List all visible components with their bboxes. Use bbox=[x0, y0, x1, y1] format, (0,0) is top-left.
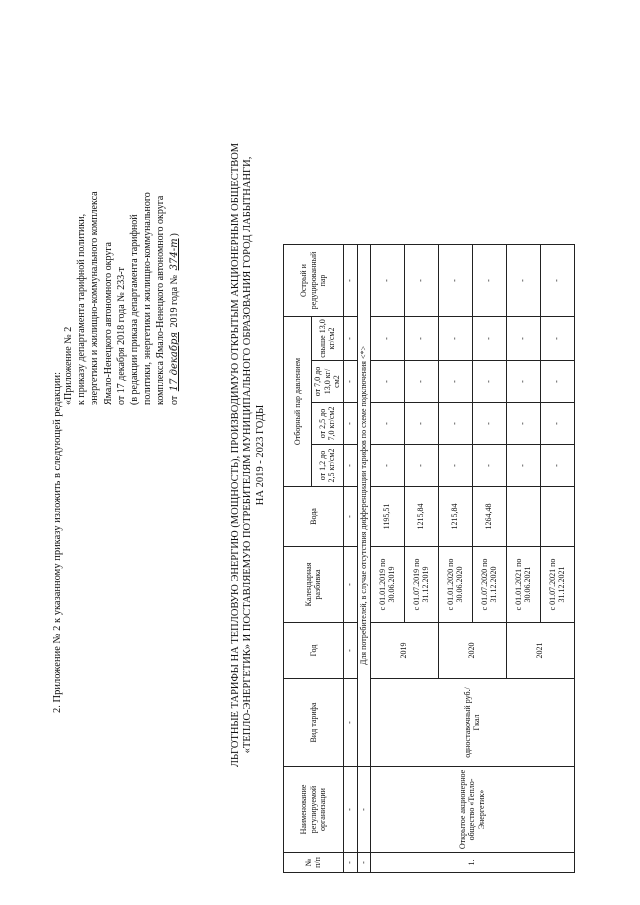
dash-cell: - bbox=[370, 361, 404, 403]
dash-cell: - bbox=[438, 403, 472, 445]
dash-cell: - bbox=[472, 245, 506, 317]
water-cell: 1195,51 bbox=[370, 487, 404, 547]
year-cell: 2019 bbox=[370, 623, 438, 679]
dash-cell: - bbox=[370, 245, 404, 317]
water-cell bbox=[540, 487, 574, 547]
org-name: Открытое акционерное общество «Тепло-Энергетик» bbox=[370, 767, 574, 853]
header-pressure-1: от 1,2 до 2,5 кг/см2 bbox=[312, 445, 344, 487]
dash-cell: - bbox=[540, 245, 574, 317]
dash-cell: - bbox=[343, 679, 357, 767]
dash-cell: - bbox=[370, 403, 404, 445]
header-pressure-4: свыше 13,0 кг/см2 bbox=[312, 317, 344, 361]
dash-cell: - bbox=[404, 245, 438, 317]
appendix-prefix: от bbox=[168, 395, 180, 405]
calendar-cell: с 01.01.2020 по 30.06.2020 bbox=[438, 547, 472, 623]
header-sharp-steam: Острый и редуцированный пар bbox=[284, 245, 344, 317]
dash-cell: - bbox=[540, 317, 574, 361]
appendix-header bbox=[62, 75, 181, 405]
dash-cell: - bbox=[506, 361, 540, 403]
appendix-suffix: ) bbox=[168, 233, 180, 237]
dash-cell: - bbox=[343, 245, 357, 317]
appendix-middle: 2019 года № bbox=[168, 274, 180, 328]
year-cell: 2020 bbox=[438, 623, 506, 679]
dash-cell: - bbox=[370, 445, 404, 487]
dash-cell: - bbox=[472, 361, 506, 403]
table-row bbox=[370, 245, 404, 873]
dash-cell: - bbox=[540, 445, 574, 487]
dash-cell: - bbox=[343, 445, 357, 487]
dash-cell: - bbox=[343, 361, 357, 403]
calendar-cell: с 01.01.2021 по 30.06.2021 bbox=[506, 547, 540, 623]
header-pressure-2: от 2,5 до 7,0 кг/см2 bbox=[312, 403, 344, 445]
calendar-cell: с 01.07.2019 по 31.12.2019 bbox=[404, 547, 438, 623]
dash-cell: - bbox=[357, 853, 370, 873]
appendix-line: «Приложение № 2 bbox=[63, 326, 74, 405]
water-cell: 1215,84 bbox=[438, 487, 472, 547]
tariff-table bbox=[283, 244, 575, 873]
dash-cell: - bbox=[404, 403, 438, 445]
title-line: ЛЬГОТНЫЕ ТАРИФЫ НА ТЕПЛОВУЮ ЭНЕРГИЮ (МОЩНОСТЬ), ПРОИЗВОДИМУЮ ОТКРЫТЫМ АКЦИОНЕРНЫМ ОБЩЕСТВОМ bbox=[230, 142, 241, 768]
header-pressure-3: от 7,0 до 13,0 кг/см2 bbox=[312, 361, 344, 403]
dash-cell: - bbox=[438, 245, 472, 317]
dash-cell: - bbox=[472, 317, 506, 361]
dash-cell: - bbox=[472, 403, 506, 445]
title-line: НА 2019 - 2023 ГОДЫ bbox=[254, 404, 266, 506]
appendix-line: (в редакции приказа департамента тарифной bbox=[129, 214, 141, 405]
dash-cell: - bbox=[404, 317, 438, 361]
header-org: Наименование регулируемой организации bbox=[284, 767, 344, 853]
appendix-line: к приказу департамента тарифной политики, bbox=[76, 213, 88, 405]
water-cell: 1264,48 bbox=[472, 487, 506, 547]
header-year: Год bbox=[284, 623, 344, 679]
dash-cell: - bbox=[540, 403, 574, 445]
header-num: № п/п bbox=[284, 853, 344, 873]
header-steam-group: Отборный пар давлением bbox=[284, 317, 312, 487]
tariff-type: одноставочный руб./Гкал bbox=[370, 679, 574, 767]
appendix-line: Ямало-Ненецкого автономного округа bbox=[102, 242, 114, 405]
water-cell: 1215,84 bbox=[404, 487, 438, 547]
dash-cell: - bbox=[343, 403, 357, 445]
dash-cell: - bbox=[343, 317, 357, 361]
appendix-line: от 17 декабря 2018 года № 233-т bbox=[115, 267, 127, 405]
item-2-text: 2. Приложение № 2 к указанному приказу изложить в следующей редакции: bbox=[52, 371, 63, 713]
dash-cell: - bbox=[472, 445, 506, 487]
dash-cell: - bbox=[506, 317, 540, 361]
dash-cell: - bbox=[438, 317, 472, 361]
water-cell bbox=[506, 487, 540, 547]
dash-cell: - bbox=[404, 361, 438, 403]
handwritten-number: 374-т bbox=[168, 238, 180, 271]
dash-cell: - bbox=[438, 445, 472, 487]
dash-cell: - bbox=[343, 487, 357, 547]
dash-cell: - bbox=[506, 245, 540, 317]
note-row: Для потребителей, в случае отсутствия дифференциации тарифов по схеме подключения <*> bbox=[357, 245, 370, 767]
year-cell: 2021 bbox=[506, 623, 574, 679]
dash-cell: - bbox=[343, 623, 357, 679]
row-number: 1. bbox=[370, 853, 574, 873]
appendix-line: политики, энергетики и жилищно-коммунального bbox=[142, 192, 154, 405]
header-calendar: Календарная разбивка bbox=[284, 547, 344, 623]
calendar-cell: с 01.07.2021 по 31.12.2021 bbox=[540, 547, 574, 623]
appendix-line: комплекса Ямало-Ненецкого автономного округа bbox=[155, 195, 167, 405]
calendar-cell: с 01.07.2020 по 31.12.2020 bbox=[472, 547, 506, 623]
dash-cell: - bbox=[343, 853, 357, 873]
handwritten-date: 17 декабря bbox=[168, 332, 180, 392]
dash-cell: - bbox=[438, 361, 472, 403]
dash-cell: - bbox=[343, 547, 357, 623]
appendix-line: энергетики и жилищно-коммунального комплекса bbox=[89, 191, 101, 405]
dash-cell: - bbox=[404, 445, 438, 487]
dash-cell: - bbox=[506, 403, 540, 445]
calendar-cell: с 01.01.2019 по 30.06.2019 bbox=[370, 547, 404, 623]
dash-cell: - bbox=[343, 767, 357, 853]
dash-cell: - bbox=[370, 317, 404, 361]
appendix-last-line bbox=[168, 75, 181, 405]
header-water: Вода bbox=[284, 487, 344, 547]
dash-cell: - bbox=[540, 361, 574, 403]
title-line: «ТЕПЛО-ЭНЕРГЕТИК» И ПОСТАВЛЯЕМУЮ ПОТРЕБИТЕЛЯМ МУНИЦИПАЛЬНОГО ОБРАЗОВАНИЯ ГОРОД ЛАБЫТНАНГИ, bbox=[242, 156, 254, 754]
document-title bbox=[230, 45, 267, 865]
dash-cell: - bbox=[506, 445, 540, 487]
header-tariff-type: Вид тарифа bbox=[284, 679, 344, 767]
dash-cell: - bbox=[357, 767, 370, 853]
